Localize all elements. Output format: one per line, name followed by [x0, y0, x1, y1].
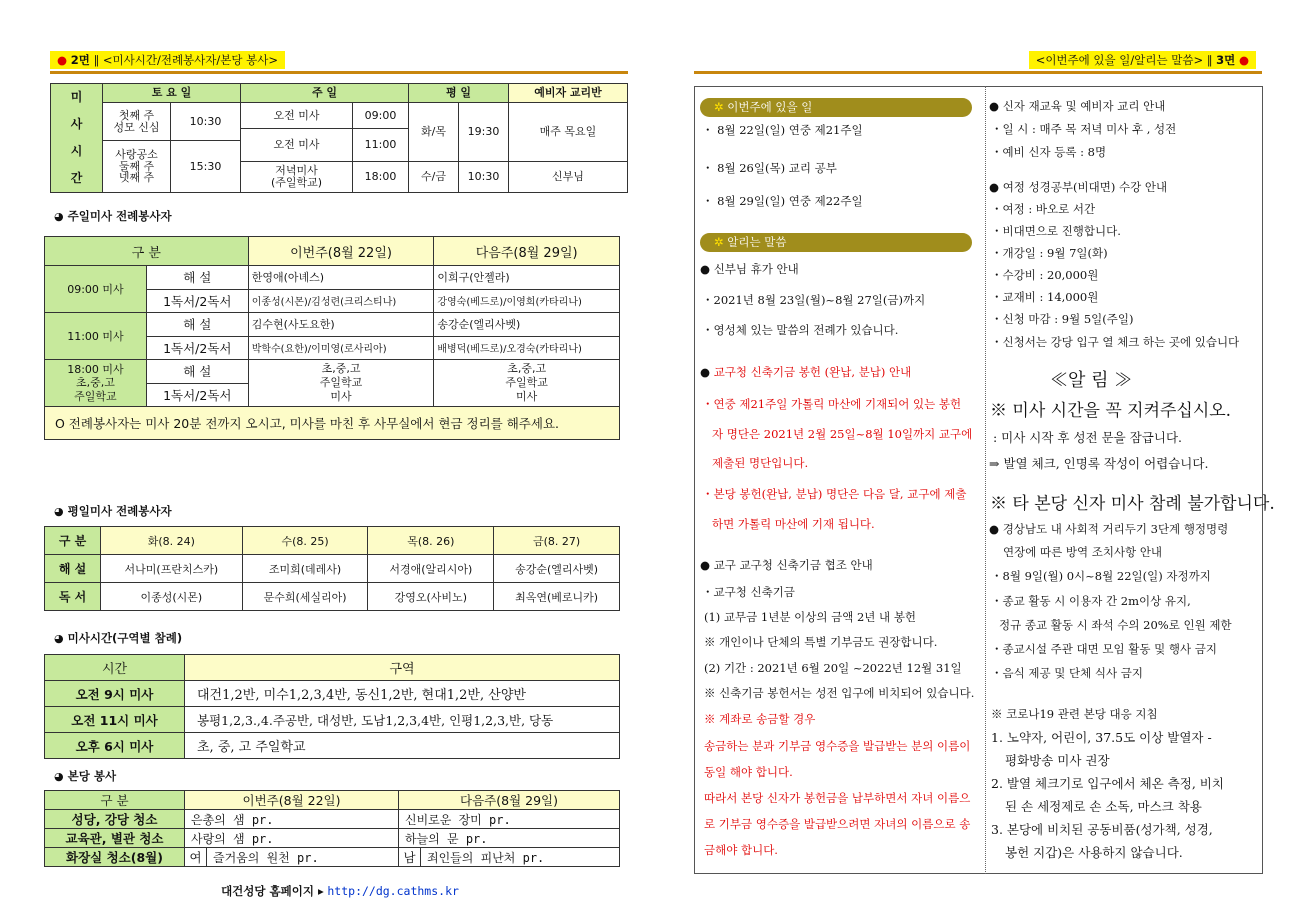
minister-cell: 송강순(엘리사벳)	[434, 313, 620, 337]
sat-mass-time: 15:30	[171, 141, 241, 193]
cell: 화(8. 24)	[101, 527, 243, 555]
sun-mass-label: 오전 미사	[241, 128, 353, 161]
filled-bullet-icon: ●	[700, 262, 711, 276]
notice-line: ・비대면으로 진행합니다.	[991, 224, 1121, 238]
event-item: ・ 8월 26일(목) 교리 공부	[702, 161, 837, 175]
event-item: ・ 8월 29일(일) 연중 제22주일	[702, 194, 863, 208]
header-separator: ∥	[1206, 53, 1213, 67]
section-bullet-icon: ◕	[54, 632, 64, 645]
heading-text: 여정 성경공부(비대면) 수강 안내	[1002, 180, 1168, 194]
notice-line: ・예비 신자 등록 : 8명	[991, 145, 1107, 159]
sun-icon: ✲	[714, 235, 724, 249]
region-col-time: 시간	[45, 655, 185, 681]
heading-text: 교구청 신축기금 봉헌 (완납, 분납) 안내	[713, 365, 912, 379]
reeducation-heading	[989, 98, 1165, 114]
cell: 해 설	[45, 555, 101, 583]
filled-bullet-icon: ●	[989, 99, 1000, 113]
weekday-days: 수/금	[409, 161, 459, 192]
service-heading	[54, 768, 116, 784]
ministers-note: O 전례봉사자는 미사 20분 전까지 오시고, 미사를 마친 후 사무실에서 현금 정리를 해주세요.	[45, 407, 620, 440]
section-title: 평일미사 전례봉사자	[67, 504, 172, 518]
side-char: 시	[70, 144, 83, 158]
notice-line: 자 명단은 2021년 2월 25일~8월 10일까지 교구에	[712, 427, 973, 441]
coop-heading	[700, 557, 873, 573]
notice-line: 동일 해야 합니다.	[704, 765, 793, 779]
notice-line: (1) 교무금 1년분 이상의 금액 2년 내 봉헌	[704, 610, 917, 624]
filled-bullet-icon: ●	[989, 180, 1000, 194]
cell: 강영오(사비노)	[368, 583, 494, 611]
sat-mass-label: 사랑공소 둘째 주 넷째 주	[103, 141, 171, 193]
service-group: 신비로운 장미 pr.	[399, 810, 620, 829]
service-duty: 교육관, 별관 청소	[45, 829, 185, 848]
sun-mass-time: 11:00	[353, 128, 409, 161]
cell: 금(8. 27)	[494, 527, 620, 555]
weekday-days: 화/목	[409, 103, 459, 162]
guide-line: 평화방송 미사 권장	[1005, 753, 1110, 768]
role-reader: 1독서/2독서	[146, 383, 248, 407]
cell: 이종성(시몬)	[101, 583, 243, 611]
guide-line: 1. 노약자, 어린이, 37.5도 이상 발열자 -	[991, 730, 1212, 745]
side-char: 미	[70, 90, 83, 104]
notice-line: 로 기부금 영수증을 발급받으려면 자녀의 이름으로 송	[704, 817, 971, 831]
notice-line: ・신청 마감 : 9월 5일(주일)	[991, 312, 1134, 326]
alert-title: ≪알 림 ≫	[1050, 370, 1133, 391]
notice-line: 정규 종교 활동 시 좌석 수의 20%로 인원 제한	[999, 618, 1232, 632]
region-area: 초, 중, 고 주일학교	[185, 733, 620, 759]
footer-text: 대건성당 홈페이지 ▸	[221, 884, 324, 898]
left-page-number: 2면	[70, 53, 90, 67]
mass-name: 09:00 미사	[45, 266, 147, 313]
region-area: 봉평1,2,3.,4.주공반, 대성반, 도남1,2,3,4반, 인평1,2,3,반, 당동	[185, 707, 620, 733]
cell: 최옥연(베로니카)	[494, 583, 620, 611]
guide-line: 2. 발열 체크기로 입구에서 체온 측정, 비치	[991, 776, 1224, 791]
gender-label: 남	[399, 848, 421, 867]
sat-mass-label: 첫째 주 성모 신심	[103, 103, 171, 141]
col-division: 구 분	[45, 237, 249, 266]
filled-bullet-icon: ●	[989, 522, 1000, 536]
banner-title: 이번주에 있을 일	[727, 100, 813, 114]
sunday-ministers-heading	[54, 208, 172, 224]
right-header-rule	[694, 71, 1262, 74]
sun-mass-label: 저녁미사 (주일학교)	[241, 161, 353, 192]
cell: 수(8. 25)	[242, 527, 368, 555]
mass-name: 18:00 미사 초,중,고 주일학교	[45, 360, 147, 407]
minister-cell: 박학수(요한)/이미영(로사리아)	[248, 336, 434, 360]
covid-heading	[989, 521, 1228, 537]
vacation-heading	[700, 261, 799, 277]
minister-cell: 초,중,고 주일학교 미사	[248, 360, 434, 407]
mass-time-table	[50, 83, 628, 193]
region-time: 오전 9시 미사	[45, 681, 185, 707]
donation-heading	[700, 364, 911, 380]
minister-cell: 김수현(사도요한)	[248, 313, 434, 337]
cell: 서나미(프란치스카)	[101, 555, 243, 583]
notice-line: ・여정 : 바오로 서간	[991, 202, 1096, 216]
weekday-ministers-table	[44, 526, 620, 611]
minister-cell: 초,중,고 주일학교 미사	[434, 360, 620, 407]
weekday-time: 19:30	[459, 103, 509, 162]
minister-cell: 이희구(안젤라)	[434, 266, 620, 290]
left-page-header	[50, 51, 285, 69]
minister-cell: 강영숙(베드로)/이영희(카타리나)	[434, 289, 620, 313]
cell: 서경애(알리시아)	[368, 555, 494, 583]
cell: 구 분	[45, 527, 101, 555]
notice-line: ・2021년 8월 23일(월)~8월 27일(금)까지	[702, 293, 926, 307]
notice-line: ・교구청 신축기금	[702, 585, 795, 599]
catechumen-header: 예비자 교리반	[509, 84, 628, 103]
notice-line: ・8월 9일(월) 0시~8월 22일(일) 자정까지	[991, 569, 1211, 583]
guide-line: 봉헌 지갑)은 사용하지 않습니다.	[1005, 845, 1183, 860]
notice-line: 하면 가톨릭 마산에 기재 됩니다.	[712, 517, 875, 531]
section-bullet-icon: ◕	[54, 505, 64, 518]
service-col-division: 구 분	[45, 791, 185, 810]
sunday-header: 주 일	[241, 84, 409, 103]
service-duty: 화장실 청소(8월)	[45, 848, 185, 867]
section-title: 주일미사 전례봉사자	[67, 209, 172, 223]
role-reader: 1독서/2독서	[146, 289, 248, 313]
section-title: 미사시간(구역별 참례)	[67, 631, 183, 645]
region-table	[44, 654, 620, 759]
notice-line: ※ 계좌로 송금할 경우	[704, 712, 816, 726]
cell: 독 서	[45, 583, 101, 611]
notice-line: ・신청서는 강당 입구 열 체크 하는 곳에 있습니다	[991, 335, 1240, 349]
service-duty: 성당, 강당 청소	[45, 810, 185, 829]
notice-line: ・종교 활동 시 이용자 간 2m이상 유지,	[991, 594, 1191, 608]
header-bullet-icon: ●	[57, 53, 68, 67]
section-title: 본당 봉사	[67, 769, 117, 783]
region-time: 오전 11시 미사	[45, 707, 185, 733]
header-bullet-icon: ●	[1238, 53, 1249, 67]
banner-title: 알리는 말씀	[727, 235, 787, 249]
sun-icon: ✲	[714, 100, 724, 114]
filled-bullet-icon: ●	[700, 558, 711, 572]
region-time: 오후 6시 미사	[45, 733, 185, 759]
guide-line: 된 손 세정제로 손 소독, 마스크 착용	[1005, 799, 1202, 814]
notice-line: 따라서 본당 신자가 봉헌금을 납부하면서 자녀 이름으	[704, 791, 971, 805]
alert-line: ⇒ 발열 체크, 인명록 작성이 어렵습니다.	[989, 456, 1209, 471]
notice-line: 제출된 명단입니다.	[712, 456, 809, 470]
notice-line: ・영성체 있는 말씀의 전례가 있습니다.	[702, 323, 899, 337]
right-page-title: <이번주에 있을 일/알리는 말씀>	[1035, 53, 1204, 67]
notice-line: ・일 시 : 매주 목 저녁 미사 후 , 성전	[991, 122, 1177, 136]
notice-line: ・본당 봉헌(완납, 분납) 명단은 다음 달, 교구에 제출	[702, 487, 967, 501]
sat-mass-time: 10:30	[171, 103, 241, 141]
service-col-next: 다음주(8월 29일)	[399, 791, 620, 810]
column-divider	[985, 86, 986, 874]
notice-line: ・연중 제21주일 가톨릭 마산에 기재되어 있는 봉헌	[702, 397, 962, 411]
region-heading	[54, 630, 182, 646]
notice-banner	[700, 233, 972, 252]
section-bullet-icon: ◕	[54, 770, 64, 783]
notice-line: ・수강비 : 20,000원	[991, 268, 1099, 282]
minister-cell: 한영애(아녜스)	[248, 266, 434, 290]
mass-name: 11:00 미사	[45, 313, 147, 360]
role-commentator: 해 설	[146, 360, 248, 384]
heading-text: 신자 재교육 및 예비자 교리 안내	[1002, 99, 1166, 113]
heading-text: 신부님 휴가 안내	[713, 262, 799, 276]
sun-mass-label: 오전 미사	[241, 103, 353, 129]
guide-heading: ※ 코로나19 관련 본당 대응 지침	[991, 707, 1158, 721]
gender-label: 여	[185, 848, 207, 867]
region-col-area: 구역	[185, 655, 620, 681]
homepage-footer	[0, 883, 680, 899]
catechumen-teacher: 신부님	[509, 161, 628, 192]
cell: 조미희(데레사)	[242, 555, 368, 583]
alert-other-parish: ※ 타 본당 신자 미사 참례 불가합니다.	[990, 494, 1275, 514]
col-next-week: 다음주(8월 29일)	[434, 237, 620, 266]
saturday-header: 토 요 일	[103, 84, 241, 103]
heading-text: 교구 교구청 신축기금 협조 안내	[713, 558, 873, 572]
role-commentator: 해 설	[146, 313, 248, 337]
mass-time-side-label	[51, 84, 103, 193]
right-page-header	[1029, 51, 1256, 69]
service-group: 죄인들의 피난처 pr.	[421, 848, 620, 867]
header-separator: ∥	[93, 53, 100, 67]
notice-line: 금해야 합니다.	[704, 843, 778, 857]
catechumen-day: 매주 목요일	[509, 103, 628, 162]
minister-cell: 배병덕(베드로)/오경숙(카타리나)	[434, 336, 620, 360]
sun-mass-time: 18:00	[353, 161, 409, 192]
right-page-number: 3면	[1216, 53, 1236, 67]
bible-study-heading	[989, 179, 1167, 195]
region-area: 대건1,2반, 미수1,2,3,4반, 동신1,2반, 현대1,2반, 산양반	[185, 681, 620, 707]
notice-line: (2) 기간 : 2021년 6월 20일 ~2022년 12월 31일	[704, 661, 962, 675]
notice-line: ・종교시설 주관 대면 모임 활동 및 행사 금지	[991, 642, 1217, 656]
sun-mass-time: 09:00	[353, 103, 409, 129]
weekday-header: 평 일	[409, 84, 509, 103]
notice-line: ※ 개인이나 단체의 특별 기부금도 권장합니다.	[704, 635, 938, 649]
section-bullet-icon: ◕	[54, 210, 64, 223]
cell: 송강순(엘리사벳)	[494, 555, 620, 583]
guide-line: 3. 본당에 비치된 공동비품(성가책, 성경,	[991, 822, 1213, 837]
sunday-ministers-table	[44, 236, 620, 440]
left-page-title: <미사시간/전례봉사자/본당 봉사>	[102, 53, 278, 67]
event-item: ・ 8월 22일(일) 연중 제21주일	[702, 123, 863, 137]
service-group: 하늘의 문 pr.	[399, 829, 620, 848]
notice-line: 연장에 따른 방역 조치사항 안내	[1003, 545, 1163, 559]
service-group: 은총의 샘 pr.	[185, 810, 399, 829]
role-reader: 1독서/2독서	[146, 336, 248, 360]
cell: 문수희(세실리아)	[242, 583, 368, 611]
service-col-this: 이번주(8월 22일)	[185, 791, 399, 810]
notice-line: 송금하는 분과 기부금 영수증을 발급받는 분의 이름이	[704, 739, 971, 753]
heading-text: 경상남도 내 사회적 거리두기 3단계 행정명령	[1002, 522, 1229, 536]
cell: 목(8. 26)	[368, 527, 494, 555]
alert-mass-time: ※ 미사 시간을 꼭 지켜주십시오.	[990, 401, 1232, 421]
service-group: 사랑의 샘 pr.	[185, 829, 399, 848]
notice-line: ・음식 제공 및 단체 식사 금지	[991, 666, 1143, 680]
notice-line: ※ 신축기금 봉헌서는 성전 입구에 비치되어 있습니다.	[704, 686, 975, 700]
filled-bullet-icon: ●	[700, 365, 711, 379]
weekday-ministers-heading	[54, 503, 172, 519]
minister-cell: 이종성(시몬)/김성련(크리스티나)	[248, 289, 434, 313]
service-group: 즐거움의 원천 pr.	[207, 848, 399, 867]
weekday-time: 10:30	[459, 161, 509, 192]
this-week-banner	[700, 98, 972, 117]
alert-line: : 미사 시작 후 성전 문을 잠급니다.	[993, 430, 1183, 445]
role-commentator: 해 설	[146, 266, 248, 290]
homepage-link[interactable]: http://dg.cathms.kr	[327, 884, 459, 898]
col-this-week: 이번주(8월 22일)	[248, 237, 434, 266]
notice-line: ・개강일 : 9월 7일(화)	[991, 246, 1108, 260]
side-char: 간	[70, 171, 83, 185]
notice-line: ・교재비 : 14,000원	[991, 290, 1099, 304]
service-table	[44, 790, 620, 867]
left-header-rule	[50, 71, 628, 74]
side-char: 사	[70, 117, 83, 131]
